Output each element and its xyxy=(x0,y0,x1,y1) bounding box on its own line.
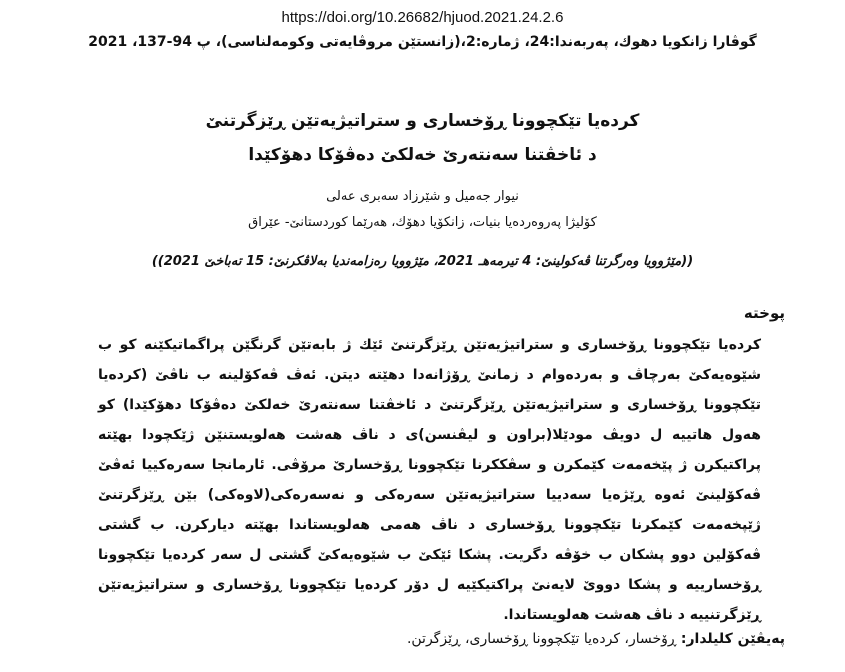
author-affiliation: كۆلیژا پەروەردەیا بنیات، زانكۆیا دهۆك، هەرێما كوردستانێ- عێراق xyxy=(248,215,597,230)
author-block xyxy=(40,184,805,236)
keywords-values: ڕۆخسار، كردەیا تێكچوونا ڕۆخسارى، ڕێزگرتن. xyxy=(406,631,677,647)
keywords-line xyxy=(85,628,785,650)
journal-citation-line: گوڤارا زانكویا دهوك، پەربەندا:24، ژمارە:2،(زانستێن مروڤایەتی وكومەلناسى)، پ 94-137، 2021 xyxy=(88,34,757,50)
abstract-heading: پوختە xyxy=(743,304,785,322)
doi-link[interactable]: https://doi.org/10.26682/hjuod.2021.24.2.6 xyxy=(281,9,564,26)
abstract-body: كردەیا تێكچوونا ڕۆخسارى و ستراتیژیەتێن ڕێزگرتنێ ئێك ژ بابەتێن گرنگێن پراگماتیكێنە كو ب شێوەیەكێ بەرچاڤ و بەردەوام د زمانێ ڕۆژانەدا دهێتە دیتن. ئەڤ ڤەكۆلینە ب ناڤێ (كردەیا تێكچوونا ڕۆخسارى و ستراتیژیەتێن ڕێزگرتنێ د ئاخڤتنا سەنتەرێ خەلكێ دەڤۆكا دهۆكێدا) كو هەول هاتییە ل دویڤ مودێلا(براون و لیڤنسن)ى د ناڤ هەشت هەلویستنێن ژێكچودا بهێتە پراكتیكرن ژ پێخەمەت كێمكرن و سڤككرنا تێكچوونا ڕۆخسارێ مرۆڤى. ئارمانجا سەرەكییا ئەڤێ ڤەكۆلینێ ئەوە ڕێژەیا سەدییا ستراتیژیەتێن سەرەكى و نەسەرەكى(لاوەكى) بێن ڕێزگرتنێ ژێپخەمەت كێمكرنا تێكچوونا ڕۆخسارى د ناڤ هەمى هەلویستاندا بهێتە دیاركرن. ب گشتى ڤەكۆلین دوو پشكان ب خۆڤە دگریت. پشكا ئێكێ ب شێوەیەكێ گشتى ل سەر كردەیا تێكچوونا ڕۆخسارییە و پشكا دووێ لایەنێ پراكتیكێیە ل دۆر كردەیا تێكچوونا ڕۆخسارى و ستراتیژیەتێن ڕێزگرتنییە د ناڤ هەشت هەلویستاندا. xyxy=(98,337,761,623)
keywords-label: پەیڤێن كلیلدار: xyxy=(680,631,785,647)
paper-title xyxy=(40,104,805,172)
paper-title-line-1: كردەیا تێكچوونا ڕۆخسارى و ستراتیژیەتێن ڕێزگرتنێ xyxy=(205,111,640,131)
author-names: نیوار جەمیل و شێرزاد سەبرى عەلى xyxy=(326,189,519,204)
submission-dates: ((مێژوویا وەرگرتنا ڤەكولینێ: 4 تیرمەهـ 2021، مێژوویا رەزامەندیا بەلاڤكرنێ: 15 تەباخێ 2021)) xyxy=(151,254,694,269)
paper-title-line-2: د ئاخڤتنا سەنتەرێ خەلكێ دەڤۆكا دهۆكێدا xyxy=(248,145,597,165)
